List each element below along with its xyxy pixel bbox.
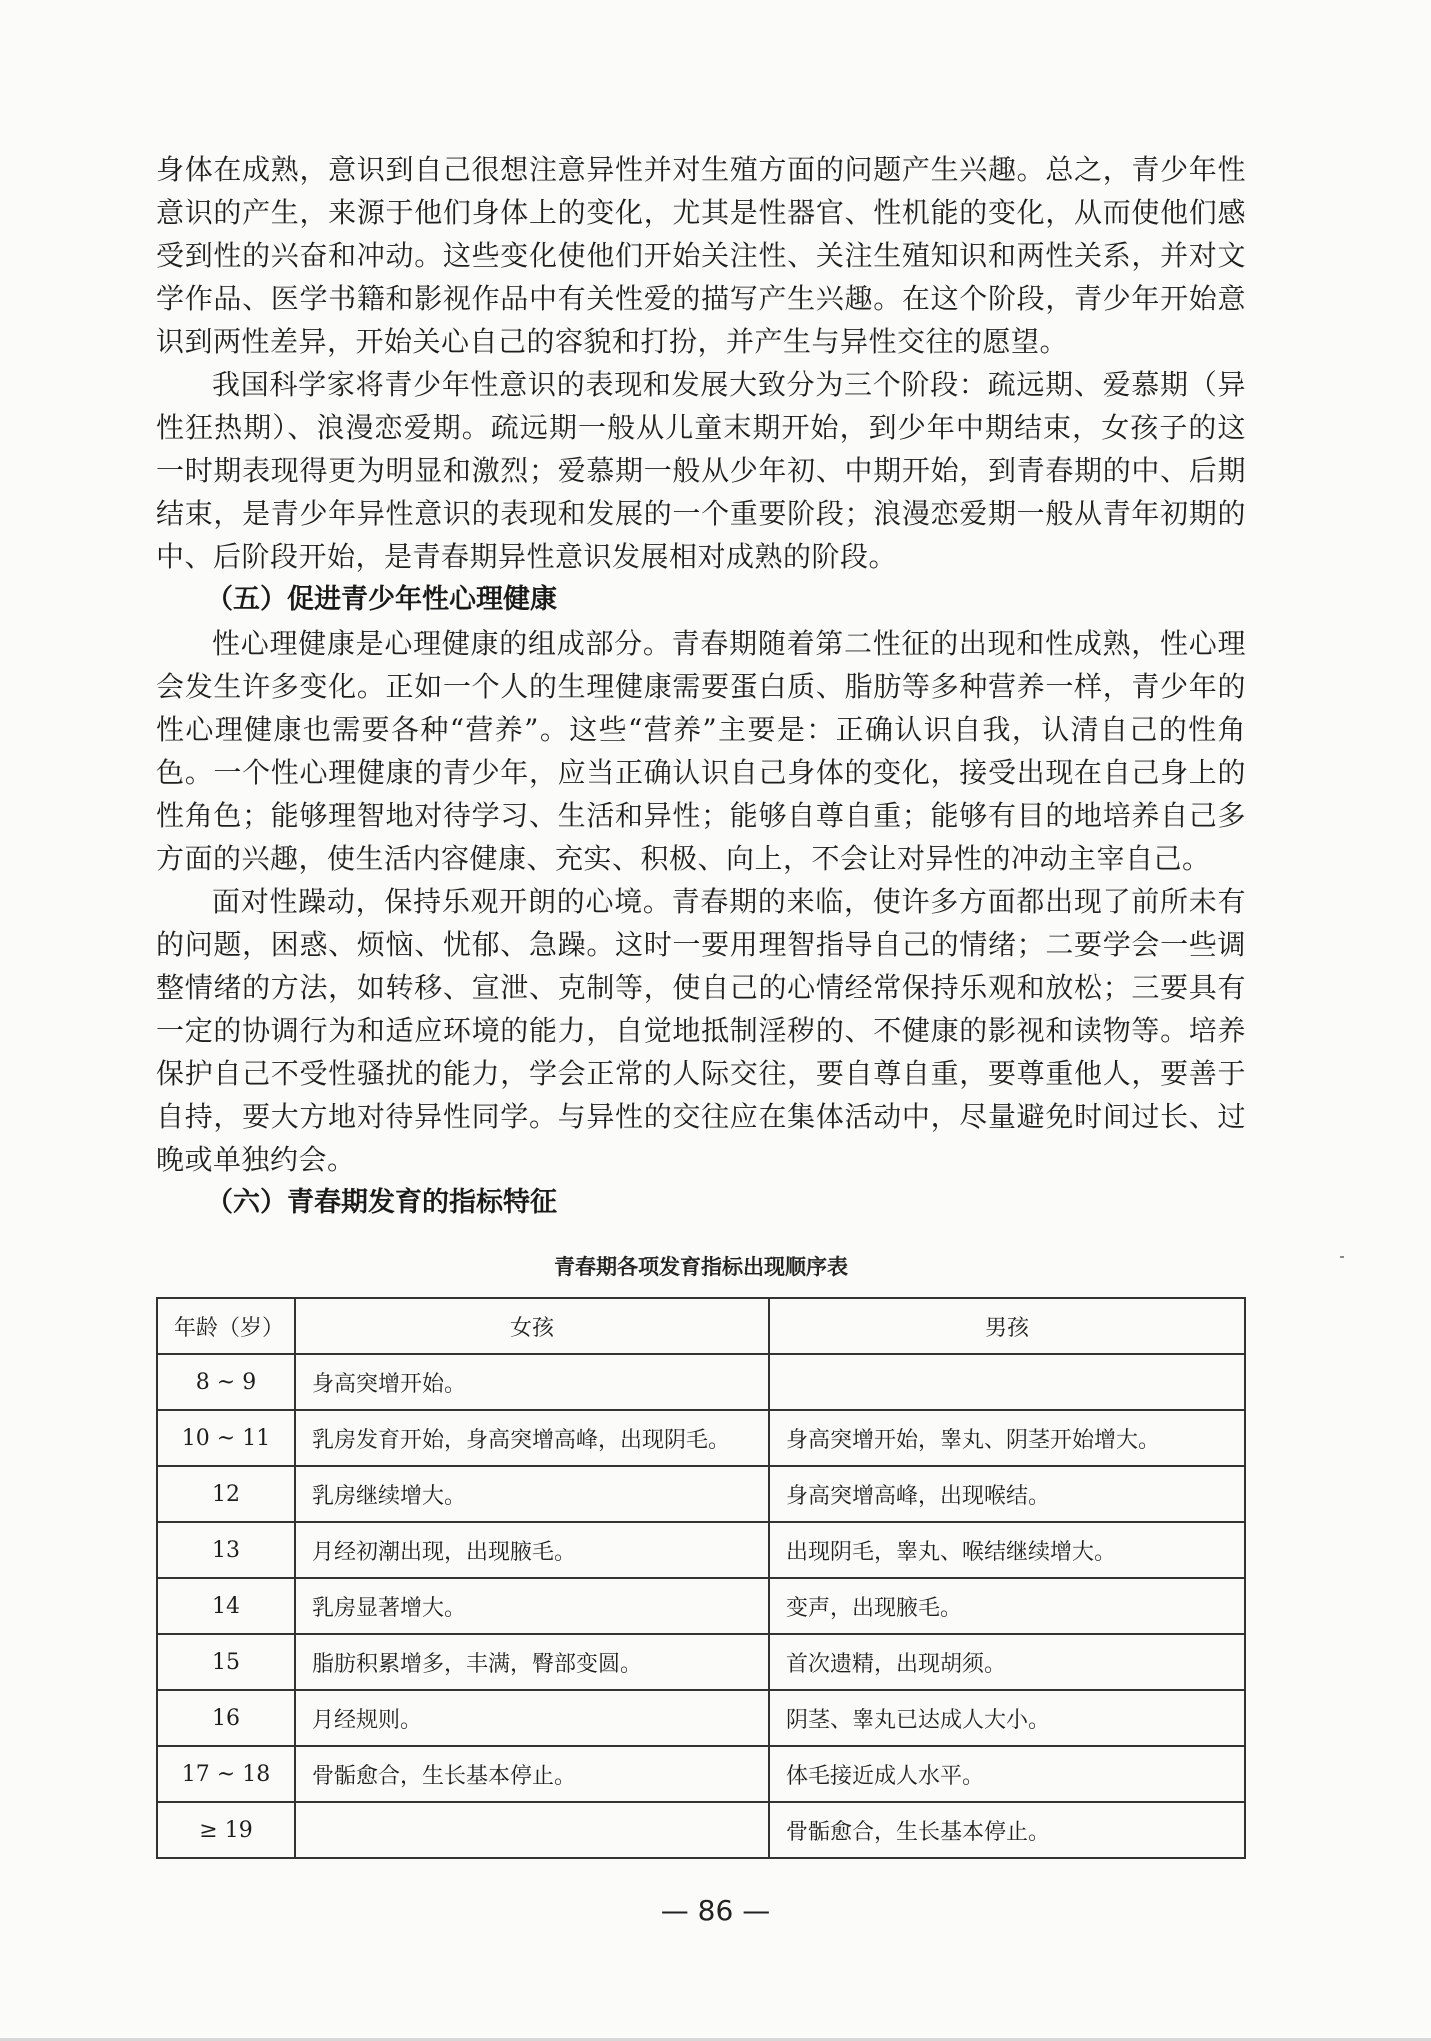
age-cell: ≥ 19 <box>157 1802 295 1858</box>
table-row <box>157 1466 1245 1522</box>
table-row <box>157 1410 1245 1466</box>
age-cell: 10 ~ 11 <box>157 1410 295 1466</box>
age-cell: 17 ~ 18 <box>157 1746 295 1802</box>
boy-cell: 身高突增高峰，出现喉结。 <box>769 1466 1245 1522</box>
table-row <box>157 1354 1245 1410</box>
boy-cell: 出现阴毛，睾丸、喉结继续增大。 <box>769 1522 1245 1578</box>
boy-cell: 首次遗精，出现胡须。 <box>769 1634 1245 1690</box>
page-content <box>156 148 1246 1859</box>
header-girl: 女孩 <box>295 1298 769 1354</box>
table-row <box>157 1802 1245 1858</box>
section-heading-6: （六）青春期发育的指标特征 <box>206 1187 557 1218</box>
paragraph-2: 我国科学家将青少年性意识的表现和发展大致分为三个阶段：疏远期、爱慕期（异性狂热期）、浪漫恋爱期。疏远期一般从儿童末期开始，到少年中期结束，女孩子的这一时期表现得更为明显和激烈；爱慕期一般从少年初、中期开始，到青春期的中、后期结束，是青少年异性意识的表现和发展的一个重要阶段；浪漫恋爱期一般从青年初期的中、后阶段开始，是青春期异性意识发展相对成熟的阶段。 <box>156 368 1246 573</box>
girl-cell: 脂肪积累增多，丰满，臀部变圆。 <box>295 1634 769 1690</box>
boy-cell: 变声，出现腋毛。 <box>769 1578 1245 1634</box>
girl-cell: 乳房继续增大。 <box>295 1466 769 1522</box>
girl-cell <box>295 1802 769 1858</box>
development-table <box>156 1297 1246 1859</box>
girl-cell: 乳房发育开始，身高突增高峰，出现阴毛。 <box>295 1410 769 1466</box>
boy-cell: 体毛接近成人水平。 <box>769 1746 1245 1802</box>
section-heading-5: （五）促进青少年性心理健康 <box>206 584 557 615</box>
table-row <box>157 1746 1245 1802</box>
table-row <box>157 1634 1245 1690</box>
header-boy: 男孩 <box>769 1298 1245 1354</box>
page-number: — 86 — <box>660 1894 771 1927</box>
scan-speck <box>1340 1256 1344 1258</box>
boy-cell <box>769 1354 1245 1410</box>
table-caption: 青春期各项发育指标出现顺序表 <box>554 1255 848 1279</box>
age-cell: 13 <box>157 1522 295 1578</box>
girl-cell: 月经初潮出现，出现腋毛。 <box>295 1522 769 1578</box>
age-cell: 16 <box>157 1690 295 1746</box>
girl-cell: 乳房显著增大。 <box>295 1578 769 1634</box>
table-row <box>157 1522 1245 1578</box>
table-row <box>157 1578 1245 1634</box>
paragraph-3: 性心理健康是心理健康的组成部分。青春期随着第二性征的出现和性成熟，性心理会发生许多变化。正如一个人的生理健康需要蛋白质、脂肪等多种营养一样，青少年的性心理健康也需要各种“营养”。这些“营养”主要是：正确认识自我，认清自己的性角色。一个性心理健康的青少年，应当正确认识自己身体的变化，接受出现在自己身上的性角色；能够理智地对待学习、生活和异性；能够自尊自重；能够有目的地培养自己多方面的兴趣，使生活内容健康、充实、积极、向上，不会让对异性的冲动主宰自己。 <box>156 627 1246 875</box>
age-cell: 12 <box>157 1466 295 1522</box>
girl-cell: 月经规则。 <box>295 1690 769 1746</box>
header-age: 年龄（岁） <box>157 1298 295 1354</box>
girl-cell: 身高突增开始。 <box>295 1354 769 1410</box>
table-row <box>157 1690 1245 1746</box>
age-cell: 15 <box>157 1634 295 1690</box>
boy-cell: 阴茎、睾丸已达成人大小。 <box>769 1690 1245 1746</box>
age-cell: 8 ~ 9 <box>157 1354 295 1410</box>
table-header-row <box>157 1298 1245 1354</box>
age-cell: 14 <box>157 1578 295 1634</box>
paragraph-4: 面对性躁动，保持乐观开朗的心境。青春期的来临，使许多方面都出现了前所未有的问题，困惑、烦恼、忧郁、急躁。这时一要用理智指导自己的情绪；二要学会一些调整情绪的方法，如转移、宣泄、克制等，使自己的心情经常保持乐观和放松；三要具有一定的协调行为和适应环境的能力，自觉地抵制淫秽的、不健康的影视和读物等。培养保护自己不受性骚扰的能力，学会正常的人际交往，要自尊自重，要尊重他人，要善于自持，要大方地对待异性同学。与异性的交往应在集体活动中，尽量避免时间过长、过晚或单独约会。 <box>156 885 1246 1176</box>
paragraph-1: 身体在成熟，意识到自己很想注意异性并对生殖方面的问题产生兴趣。总之，青少年性意识的产生，来源于他们身体上的变化，尤其是性器官、性机能的变化，从而使他们感受到性的兴奋和冲动。这些变化使他们开始关注性、关注生殖知识和两性关系，并对文学作品、医学书籍和影视作品中有关性爱的描写产生兴趣。在这个阶段，青少年开始意识到两性差异，开始关心自己的容貌和打扮，并产生与异性交往的愿望。 <box>156 153 1246 358</box>
boy-cell: 身高突增开始，睾丸、阴茎开始增大。 <box>769 1410 1245 1466</box>
girl-cell: 骨骺愈合，生长基本停止。 <box>295 1746 769 1802</box>
boy-cell: 骨骺愈合，生长基本停止。 <box>769 1802 1245 1858</box>
